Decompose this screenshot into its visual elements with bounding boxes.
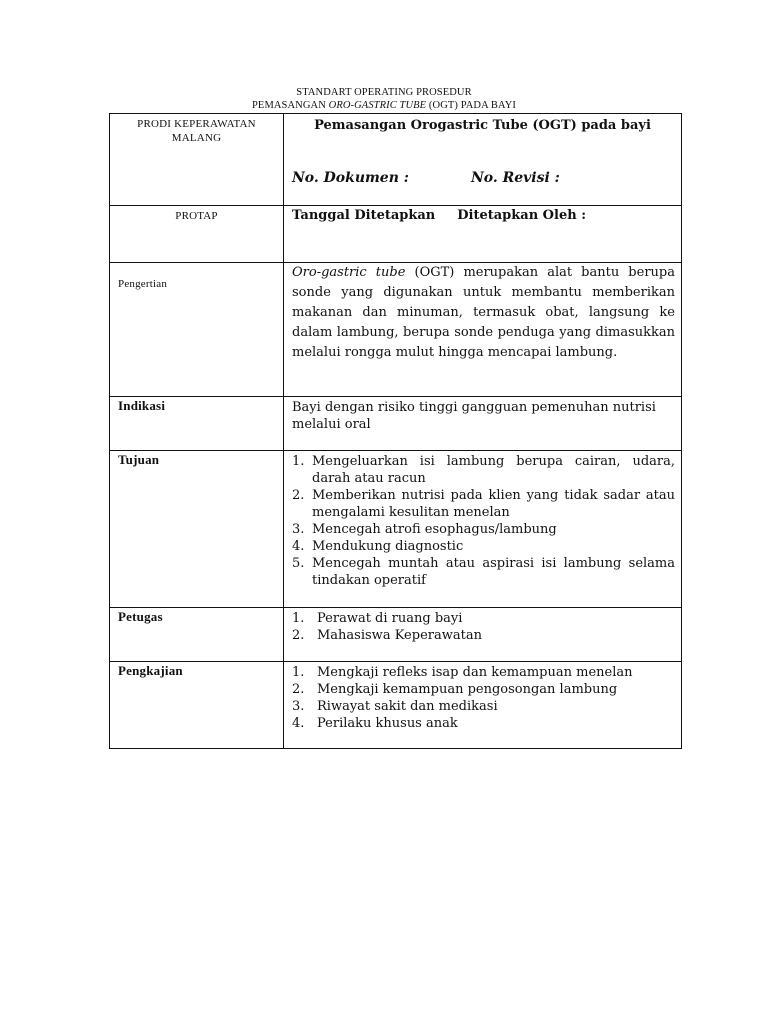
- row-pengertian: [110, 263, 682, 397]
- header-line-2-prefix: PEMASANGAN: [251, 100, 329, 111]
- list-item-number: 2.: [292, 682, 305, 697]
- petugas-list-cell: [284, 608, 682, 662]
- pengertian-label-cell: [110, 263, 284, 397]
- list-item-number: 2.: [292, 488, 305, 503]
- list-item: [292, 698, 675, 715]
- document-number-label: No. Dokumen :: [292, 170, 409, 186]
- set-by-label: Ditetapkan Oleh :: [457, 208, 586, 223]
- list-item-text: Mengkaji kemampuan pengosongan lambung: [317, 682, 618, 697]
- list-item-number: 4.: [292, 539, 305, 554]
- pengkajian-label-cell: [110, 662, 284, 749]
- list-item: [292, 627, 675, 644]
- list-item-number: 5.: [292, 556, 305, 571]
- document-header: [0, 86, 768, 112]
- tujuan-label: Tujuan: [118, 452, 160, 467]
- list-item-text: Memberikan nutrisi pada klien yang tidak sadar atau mengalami kesulitan menelan: [312, 488, 675, 520]
- list-item-text: Mencegah muntah atau aspirasi isi lambung selama tindakan operatif: [312, 556, 675, 588]
- petugas-label-cell: [110, 608, 284, 662]
- row-protap: [110, 206, 682, 263]
- list-item: [292, 538, 675, 555]
- list-item: [292, 610, 675, 627]
- row-pengkajian: [110, 662, 682, 749]
- list-item-text: Mencegah atrofi esophagus/lambung: [312, 522, 557, 537]
- indikasi-label-cell: [110, 397, 284, 451]
- row-tujuan: [110, 451, 682, 608]
- list-item-number: 4.: [292, 716, 305, 731]
- list-item-number: 1.: [292, 611, 305, 626]
- pengertian-label: Pengertian: [118, 278, 168, 290]
- row-indikasi: [110, 397, 682, 451]
- list-item-text: Riwayat sakit dan medikasi: [317, 699, 498, 714]
- pengertian-italic-term: Oro-gastric tube: [292, 265, 406, 280]
- row-petugas: [110, 608, 682, 662]
- tujuan-list-cell: [284, 451, 682, 608]
- protap-right-cell: [284, 206, 682, 263]
- pengkajian-list: [284, 662, 681, 732]
- protap-label: PROTAP: [175, 210, 218, 222]
- list-item-text: Mengeluarkan isi lambung berupa cairan, udara, darah atau racun: [312, 454, 675, 486]
- pengkajian-label: Pengkajian: [118, 663, 183, 678]
- list-item: [292, 555, 675, 589]
- list-item: [292, 453, 675, 487]
- list-item-number: 1.: [292, 665, 305, 680]
- list-item-number: 3.: [292, 699, 305, 714]
- list-item-number: 3.: [292, 522, 305, 537]
- list-item-text: Perawat di ruang bayi: [317, 611, 463, 626]
- header-line-2: [0, 99, 768, 112]
- list-item-number: 2.: [292, 628, 305, 643]
- pengertian-definition: (OGT) merupakan alat bantu berupa sonde yang digunakan untuk membantu memberikan makanan dan minuman, termasuk obat, langsung ke dalam lambung, berupa sonde penduga yang dimasukkan melalui rongga mulut hingga mencapai lambung.: [292, 265, 675, 360]
- date-label: Tanggal Ditetapkan: [292, 208, 436, 223]
- document-meta: [284, 170, 681, 186]
- list-item: [292, 681, 675, 698]
- institution-name: PRODI KEPERAWATAN MALANG: [137, 118, 256, 144]
- row-title: [110, 114, 682, 206]
- sop-table: [109, 113, 682, 749]
- indikasi-label: Indikasi: [118, 398, 166, 413]
- list-item: [292, 487, 675, 521]
- list-item-text: Mendukung diagnostic: [312, 539, 464, 554]
- list-item: [292, 521, 675, 538]
- revision-label: No. Revisi :: [470, 170, 560, 186]
- pengertian-text: [284, 263, 681, 363]
- list-item-text: Mengkaji refleks isap dan kemampuan menelan: [317, 665, 633, 680]
- header-line-2-suffix: (OGT) PADA BAYI: [426, 100, 516, 111]
- protap-cell: [110, 206, 284, 263]
- indikasi-text-cell: [284, 397, 682, 451]
- petugas-label: Petugas: [118, 609, 163, 624]
- document-title: Pemasangan Orogastric Tube (OGT) pada bayi: [314, 118, 651, 133]
- tujuan-list: [284, 451, 681, 589]
- petugas-list: [284, 608, 681, 644]
- list-item-text: Mahasiswa Keperawatan: [317, 628, 482, 643]
- indikasi-text: Bayi dengan risiko tinggi gangguan pemenuhan nutrisi melalui oral: [292, 400, 656, 432]
- pengkajian-list-cell: [284, 662, 682, 749]
- header-line-1: STANDART OPERATING PROSEDUR: [296, 87, 472, 98]
- protap-fields: [284, 206, 681, 223]
- institution-cell: [110, 114, 284, 206]
- title-cell: [284, 114, 682, 206]
- pengertian-text-cell: [284, 263, 682, 397]
- list-item-text: Perilaku khusus anak: [317, 716, 458, 731]
- tujuan-label-cell: [110, 451, 284, 608]
- header-line-2-italic: ORO-GASTRIC TUBE: [328, 100, 427, 111]
- list-item: [292, 664, 675, 681]
- list-item-number: 1.: [292, 454, 305, 469]
- list-item: [292, 715, 675, 732]
